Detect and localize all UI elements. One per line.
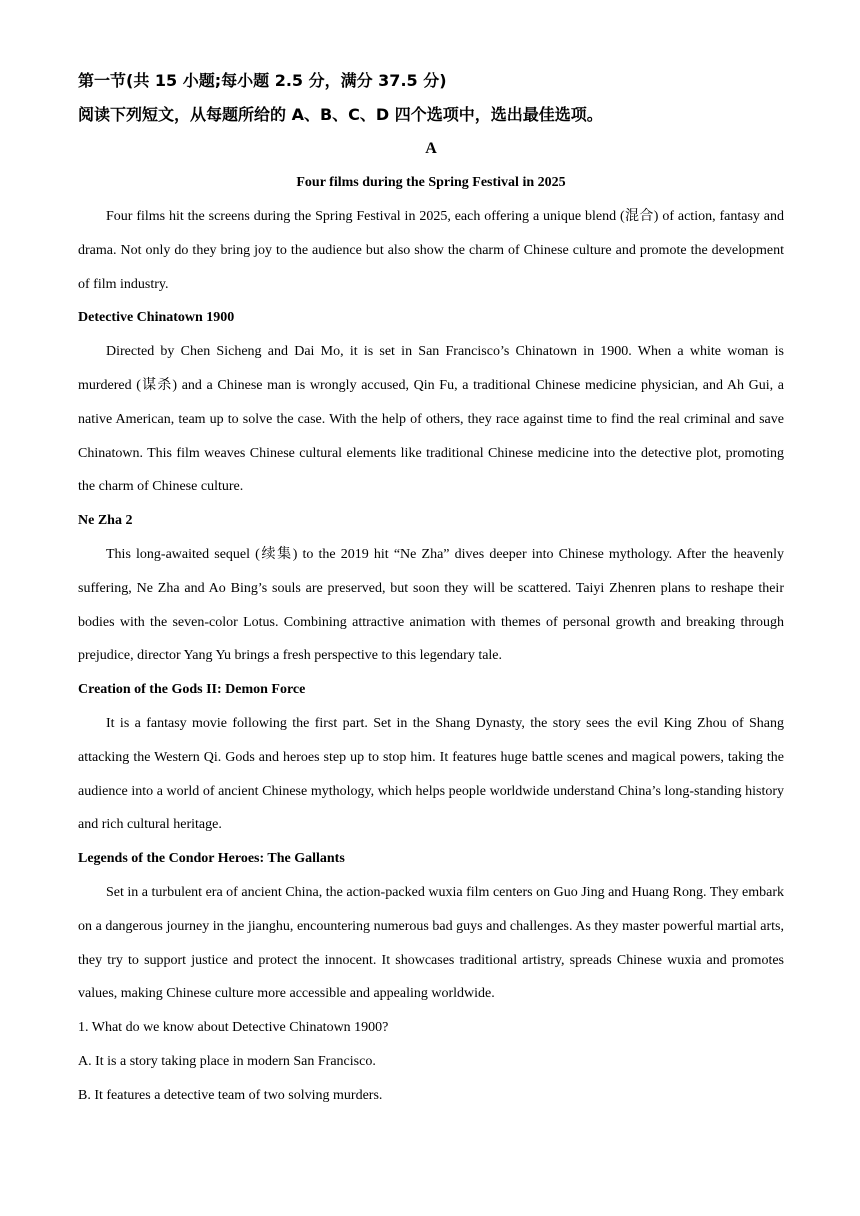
film-title-condor-heroes: Legends of the Condor Heroes: The Gallants	[78, 851, 345, 867]
passage-letter: A	[425, 140, 437, 157]
document-content	[78, 64, 784, 1113]
question-stem: 1. What do we know about Detective Chinatown 1900?	[78, 1020, 389, 1036]
option-a: A. It is a story taking place in modern San Francisco.	[78, 1053, 376, 1069]
film-title-detective-chinatown: Detective Chinatown 1900	[78, 310, 235, 326]
passage-intro: Four films hit the screens during the Spring Festival in 2025, each offering a unique blend (混合) of action, fantasy and drama. Not only do they bring joy to the audience but also show the charm of Chinese culture and promote the development of film industry.	[78, 209, 784, 292]
film-text-creation-of-gods: It is a fantasy movie following the first part. Set in the Shang Dynasty, the story sees the evil King Zhou of Shang attacking the Western Qi. Gods and heroes step up to stop him. It features huge battle scenes and magical powers, taking the audience into a world of ancient Chinese mythology, which helps people worldwide understand China’s long-standing history and rich cultural heritage.	[78, 715, 784, 833]
section-heading: 第一节(共 15 小题;每小题 2.5 分，满分 37.5 分)	[78, 71, 447, 90]
option-b: B. It features a detective team of two solving murders.	[78, 1087, 383, 1103]
film-text-detective-chinatown: Directed by Chen Sicheng and Dai Mo, it is set in San Francisco’s Chinatown in 1900. When a white woman is murdered (谋杀) and a Chinese man is wrongly accused, Qin Fu, a traditional Chinese medicine physician, and Ah Gui, a native American, team up to solve the case. With the help of others, they race against time to find the real criminal and save Chinatown. This film weaves Chinese cultural elements like traditional Chinese medicine into the detective plot, promoting the charm of Chinese culture.	[78, 344, 784, 495]
film-text-condor-heroes: Set in a turbulent era of ancient China, the action-packed wuxia film centers on Guo Jing and Huang Rong. They embark on a dangerous journey in the jianghu, encountering numerous bad guys and challenges. As they master powerful martial arts, they try to support justice and protect the innocent. It showcases traditional artistry, spreads Chinese wuxia and promotes values, making Chinese culture more accessible and appealing worldwide.	[78, 884, 784, 1002]
film-text-ne-zha: This long-awaited sequel (续集) to the 2019 hit “Ne Zha” dives deeper into Chinese mythology. After the heavenly suffering, Ne Zha and Ao Bing’s souls are preserved, but soon they will be scattered. Taiyi Zhenren plans to reshape their bodies with the seven-color Lotus. Combining attractive animation with themes of personal growth and breaking through prejudice, director Yang Yu brings a fresh perspective to this legendary tale.	[78, 546, 784, 664]
section-instruction: 阅读下列短文，从每题所给的 A、B、C、D 四个选项中，选出最佳选项。	[78, 105, 603, 124]
film-title-creation-of-gods: Creation of the Gods II: Demon Force	[78, 682, 306, 698]
film-title-ne-zha: Ne Zha 2	[78, 513, 133, 529]
passage-title: Four films during the Spring Festival in 2025	[296, 175, 566, 190]
